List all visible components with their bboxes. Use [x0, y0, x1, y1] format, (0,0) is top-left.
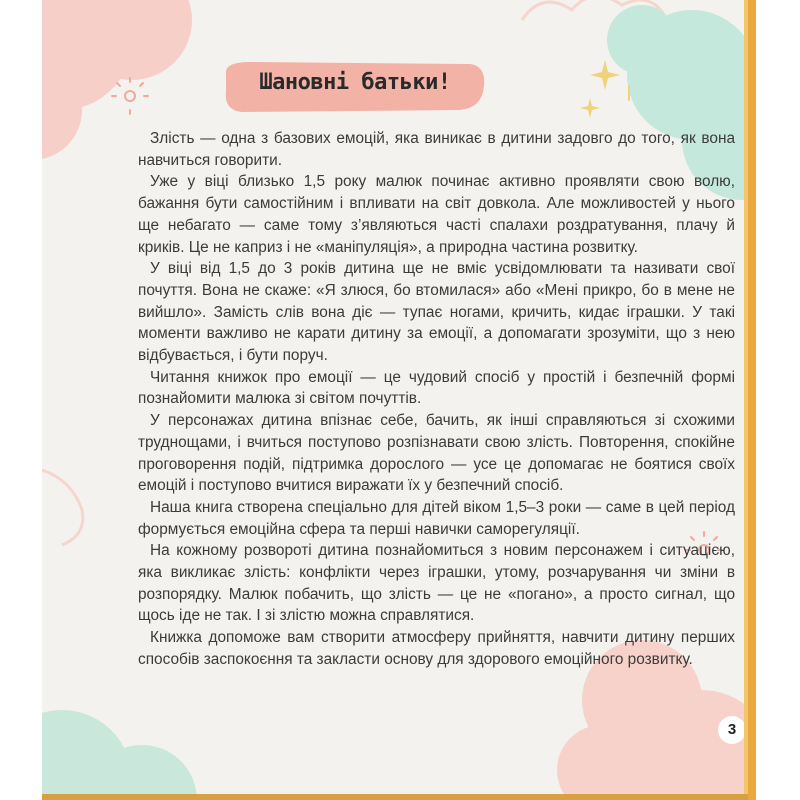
paragraph: У віці від 1,5 до 3 років дитина ще не вміє усвідомлювати та називати свої почуття. Вона не скаже: «Я злюся, бо втомилася» або «Мені прикро, бо в мене не вийшло». Замість слів вона діє — тупає ногами, кричить, кидає іграшки. У такі моменти важливо не карати дитину за емоції, а допомагати зрозуміти, що з нею відбувається, і бути поруч. — [138, 260, 735, 365]
book-bottom-edge — [42, 794, 748, 800]
page-number: 3 — [718, 716, 744, 744]
paragraph: Книжка допоможе вам створити атмосферу прийняття, навчити дитину перших способів заспокоєння та закласти основу для здорового емоційного розвитку. — [138, 629, 735, 668]
paragraph: Злість — одна з базових емоцій, яка виникає в дитини задовго до того, як вона навчиться говорити. — [138, 130, 735, 169]
sparkle-sun-left — [112, 78, 148, 114]
book-edge — [748, 0, 756, 800]
paragraph: На кожному розвороті дитина познайомиться з новим персонажем і ситуацією, яка викликає злість: конфлікти через іграшки, утому, розчарування чи зміни в розпорядку. Малюк побачить, що злість — це не «погано», а просто сигнал, що щось іде не так. І зі злістю можна справлятися. — [138, 542, 735, 625]
book-page — [42, 0, 744, 800]
body-text — [138, 128, 735, 671]
paragraph: У персонажах дитина впізнає себе, бачить, як інші справляються зі схожими труднощами, і вчиться поступово розпізнавати свою злість. Повторення, спокійне проговорення подій, підтримка дорослого — усе це допомагає не боятися своїх емоцій і поступово вчитися виражати їх у безпечний спосіб. — [138, 412, 735, 495]
swirl-left — [42, 470, 83, 545]
sparkle-stars-right — [580, 60, 620, 118]
paragraph: Уже у віці близько 1,5 року малюк починає активно проявляти свою волю, бажання бути самостійним і впливати на світ довкола. Але можливостей у нього ще небагато — саме тому з’являються часті спалахи роздратування, плачу й криків. Це не каприз і не «маніпуляція», а природна частина розвитку. — [138, 173, 735, 256]
page-title: Шановні батьки! — [259, 70, 451, 95]
paragraph: Читання книжок про емоції — це чудовий спосіб у простій і безпечній формі познайомити малюка зі світом почуттів. — [138, 368, 735, 408]
paragraph: Наша книга створена спеціально для дітей віком 1,5–3 роки — саме в цей період формується емоційна сфера та перші навички саморегуляції. — [138, 498, 735, 538]
title-block — [220, 56, 490, 118]
mint-cloud-bottom-left — [42, 710, 197, 800]
book-edge-highlight — [744, 0, 748, 800]
